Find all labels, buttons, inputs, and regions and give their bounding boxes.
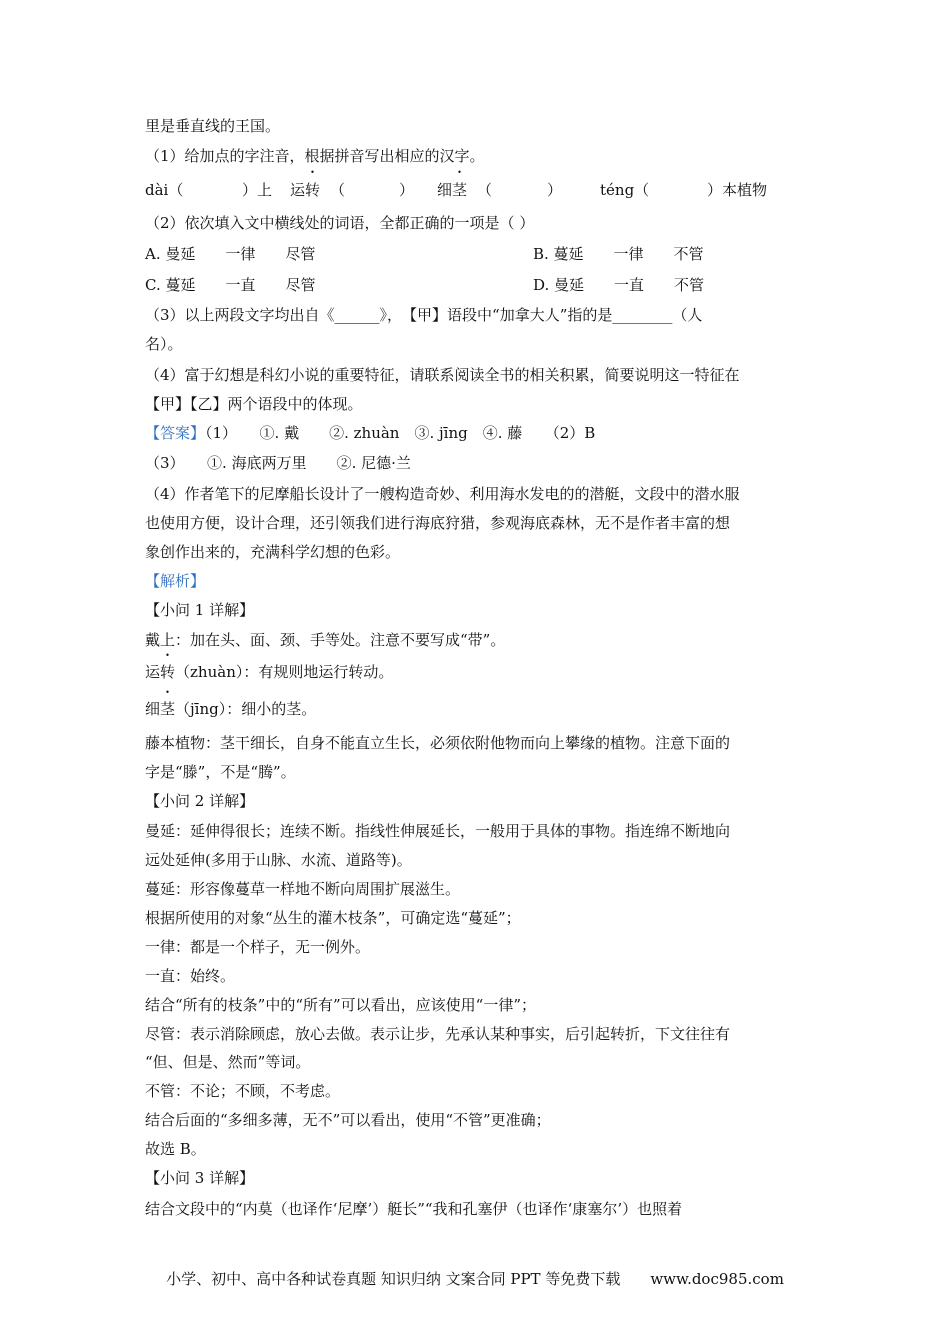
emphasis-dot: 茎 xyxy=(160,700,176,718)
emphasis-dot: 转 xyxy=(305,181,321,199)
text-line: 也使用方便，设计合理，还引领我们进行海底狩猎，参观海底森林，无不是作者丰富的想 xyxy=(145,514,731,532)
dotted-word-xijing: 细茎 xyxy=(437,181,468,199)
text-line: 一律：都是一个样子，无一例外。 xyxy=(145,938,371,956)
emphasis-dot: 转 xyxy=(160,663,176,681)
analysis-label: 【解析】 xyxy=(145,572,206,590)
emphasis-dot: 茎 xyxy=(452,181,468,199)
answer-label: 【答案】 xyxy=(145,424,206,442)
text-line: 结合“所有的枝条”中的“所有”可以看出，应该使用“一律”； xyxy=(145,996,537,1014)
section-heading: 【小问 3 详解】 xyxy=(145,1169,255,1187)
text-line: 藤本植物：茎干细长，自身不能直立生长，必须依附他物而向上攀缘的植物。注意下面的 xyxy=(145,734,731,752)
text-line: 里是垂直线的王国。 xyxy=(145,117,281,135)
text-line: 故选 B。 xyxy=(145,1140,206,1158)
answer-line xyxy=(145,423,595,443)
paren-close: ） xyxy=(547,181,563,199)
explanation-jing: 细茎（jīng）：细小的茎。 xyxy=(145,700,317,718)
pinyin-blank-1-end: ）上 xyxy=(242,181,273,199)
text-line: 象创作出来的，充满科学幻想的色彩。 xyxy=(145,543,401,561)
option-a: A. 曼延 一律 尽管 xyxy=(145,245,316,263)
question-3: （3）以上两段文字均出自《______》， 【甲】语段中“加拿大人”指的是________（人 xyxy=(145,306,703,324)
section-heading: 【小问 2 详解】 xyxy=(145,792,255,810)
answer-text: （1） ①. 戴 ②. zhuàn ③. jīng ④. 藤 （2）B xyxy=(205,424,596,442)
section-heading: 【小问 1 详解】 xyxy=(145,601,255,619)
option-b: B. 蔓延 一律 不管 xyxy=(533,245,704,263)
question-2: （2）依次填入文中横线处的词语，全都正确的一项是（ ） xyxy=(145,214,535,232)
text-line: 不管：不论；不顾，不考虑。 xyxy=(145,1082,341,1100)
page-footer: 小学、初中、高中各种试卷真题 知识归纳 文案合同 PPT 等免费下载 www.doc985.com xyxy=(166,1270,784,1288)
text-line: 一直：始终。 xyxy=(145,967,236,985)
pinyin-blank-4: téng（ xyxy=(600,181,650,199)
text-line: 戴上：加在头、面、颈、手等处。注意不要写成“带”。 xyxy=(145,631,506,649)
text-line: 结合后面的“多细多薄，无不”可以看出，使用“不管”更准确； xyxy=(145,1111,551,1129)
paren-open: （ xyxy=(477,181,493,199)
text-line: 曼延：延伸得很长；连续不断。指线性伸展延长，一般用于具体的事物。指连绵不断地向 xyxy=(145,822,731,840)
question-4: （4）富于幻想是科幻小说的重要特征，请联系阅读全书的相关积累，简要说明这一特征在 xyxy=(145,366,740,384)
text-line: 远处延伸(多用于山脉、水流、道路等)。 xyxy=(145,851,412,869)
option-c: C. 蔓延 一直 尽管 xyxy=(145,276,316,294)
text-line: 蔓延：形容像蔓草一样地不断向周围扩展滋生。 xyxy=(145,880,461,898)
pinyin-blank-1: dài（ xyxy=(145,181,184,199)
answer-line-3: （4）作者笔下的尼摩船长设计了一艘构造奇妙、利用海水发电的的潜艇，文段中的潜水服 xyxy=(145,485,740,503)
text-line: 结合文段中的“内莫（也译作‘尼摩’）艇长”“我和孔塞伊（也译作‘康塞尔’）也照着 xyxy=(145,1200,683,1218)
paren-close: ） xyxy=(399,181,415,199)
text-line: 【甲】【乙】两个语段中的体现。 xyxy=(145,395,363,413)
text-line: “但、但是、然而”等词。 xyxy=(145,1053,311,1071)
dotted-word-yunzhuan: 运转 xyxy=(290,181,321,199)
answer-line-2: （3） ①. 海底两万里 ②. 尼德·兰 xyxy=(145,454,411,472)
text-line: 名）。 xyxy=(145,335,183,353)
pinyin-blank-4-end: ）本植物 xyxy=(707,181,768,199)
explanation-zhuan: 运转（zhuàn）：有规则地运行转动。 xyxy=(145,663,394,681)
paren-open: （ xyxy=(330,181,346,199)
option-d: D. 曼延 一直 不管 xyxy=(533,276,705,294)
text-line: 尽管：表示消除顾虑，放心去做。表示让步，先承认某种事实，后引起转折，下文往往有 xyxy=(145,1025,731,1043)
text-line: 根据所使用的对象“丛生的灌木枝条”，可确定选“蔓延”； xyxy=(145,909,521,927)
text-line: 字是“滕”，不是“腾”。 xyxy=(145,763,296,781)
question-1: （1）给加点的字注音，根据拼音写出相应的汉字。 xyxy=(145,147,485,165)
